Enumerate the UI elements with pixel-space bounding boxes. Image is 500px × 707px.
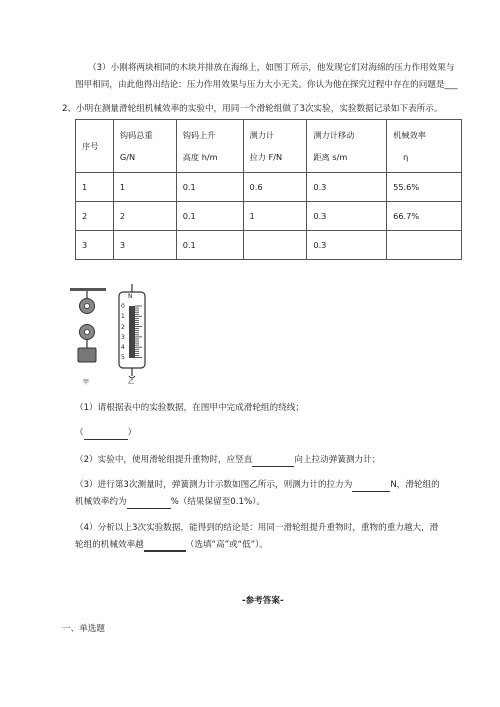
answer-blank[interactable] xyxy=(84,429,128,440)
table-cell: 0.1 xyxy=(176,202,243,231)
figure-label-yi: 乙 xyxy=(128,379,135,386)
data-table xyxy=(75,119,462,260)
sub-question-3-line2: 机械效率约为 %（结果保留至0.1%）。 xyxy=(75,497,266,507)
table-cell: 1 xyxy=(243,202,307,231)
scale-unit-label: N xyxy=(128,293,133,300)
header-cell-distance: 测力计移动 距离 s/m xyxy=(307,120,387,173)
answer-section-title: -参考答案- xyxy=(242,596,284,606)
header-cell-index: 序号 xyxy=(76,120,114,173)
answer-blank[interactable] xyxy=(127,498,171,509)
table-row xyxy=(76,173,462,202)
table-cell: 1 xyxy=(76,173,114,202)
table-cell: 1 xyxy=(113,173,176,202)
answer-blank[interactable] xyxy=(144,540,186,552)
q3-text-line1: （3）小刚将两块相同的木块并排放在海绵上，如图丁所示，他发现它们对海绵的压力作用效果与 xyxy=(88,63,455,73)
table-header-row xyxy=(76,120,462,173)
table-row xyxy=(76,231,462,260)
figure-label-jia: 甲 xyxy=(83,379,90,386)
table-cell xyxy=(243,231,307,260)
table-cell: 0.6 xyxy=(243,173,307,202)
section-heading: 一、单选题 xyxy=(62,624,105,634)
ceiling-bar xyxy=(70,288,106,291)
q3-text-line2: 图甲相同，由此他得出结论：压力作用效果与压力大小无关。你认为他在探究过程中存在的问题是___ xyxy=(75,80,458,90)
header-cell-height: 钩码上升 高度 h/m xyxy=(176,120,243,173)
table-cell xyxy=(387,231,462,260)
table-cell: 55.6% xyxy=(387,173,462,202)
table-cell: 3 xyxy=(113,231,176,260)
q2-intro: 2、小明在测量滑轮组机械效率的实验中，用同一个滑轮组做了3次实验，实验数据记录如下表所示。 xyxy=(62,104,443,114)
table-cell: 2 xyxy=(76,202,114,231)
answer-blank[interactable] xyxy=(252,456,294,467)
pulley-figure xyxy=(68,284,158,384)
sub-question-2: （2）实验中，使用滑轮组提升重物时，应竖直 向上拉动弹簧测力计； xyxy=(75,455,381,465)
sub-question-1: （1）请根据表中的实验数据，在图甲中完成滑轮组的绕线； xyxy=(75,403,304,413)
sub-question-4-line1: （4）分析以上3次实验数据，能得到的结论是：用同一滑轮组提升重物时，重物的重力越大，滑 xyxy=(75,523,439,533)
table-cell: 0.3 xyxy=(307,202,387,231)
table-cell: 3 xyxy=(76,231,114,260)
header-cell-force: 测力计 拉力 F/N xyxy=(243,120,307,173)
table-cell: 0.1 xyxy=(176,231,243,260)
answer-blank[interactable] xyxy=(352,481,390,492)
sub-question-4-line2: 轮组的机械效率越 （选填“高”或“低”）。 xyxy=(75,540,269,550)
header-cell-efficiency: 机械效率 η xyxy=(387,120,462,173)
weight-block-icon xyxy=(78,348,96,362)
table-cell: 0.3 xyxy=(307,173,387,202)
table-cell: 66.7% xyxy=(387,202,462,231)
table-cell: 0.1 xyxy=(176,173,243,202)
header-cell-weight: 钩码总重 G/N xyxy=(113,120,176,173)
table-cell: 0.3 xyxy=(307,231,387,260)
table-row xyxy=(76,202,462,231)
table-cell: 2 xyxy=(113,202,176,231)
scale-tick-labels: 0 1 2 3 4 5 xyxy=(121,303,125,362)
sub-question-1-answer: （ ） xyxy=(75,428,137,438)
sub-question-3-line1: （3）进行第3次测量时，弹簧测力计示数如图乙所示，则测力计的拉力为 N，滑轮组的 xyxy=(75,480,440,490)
